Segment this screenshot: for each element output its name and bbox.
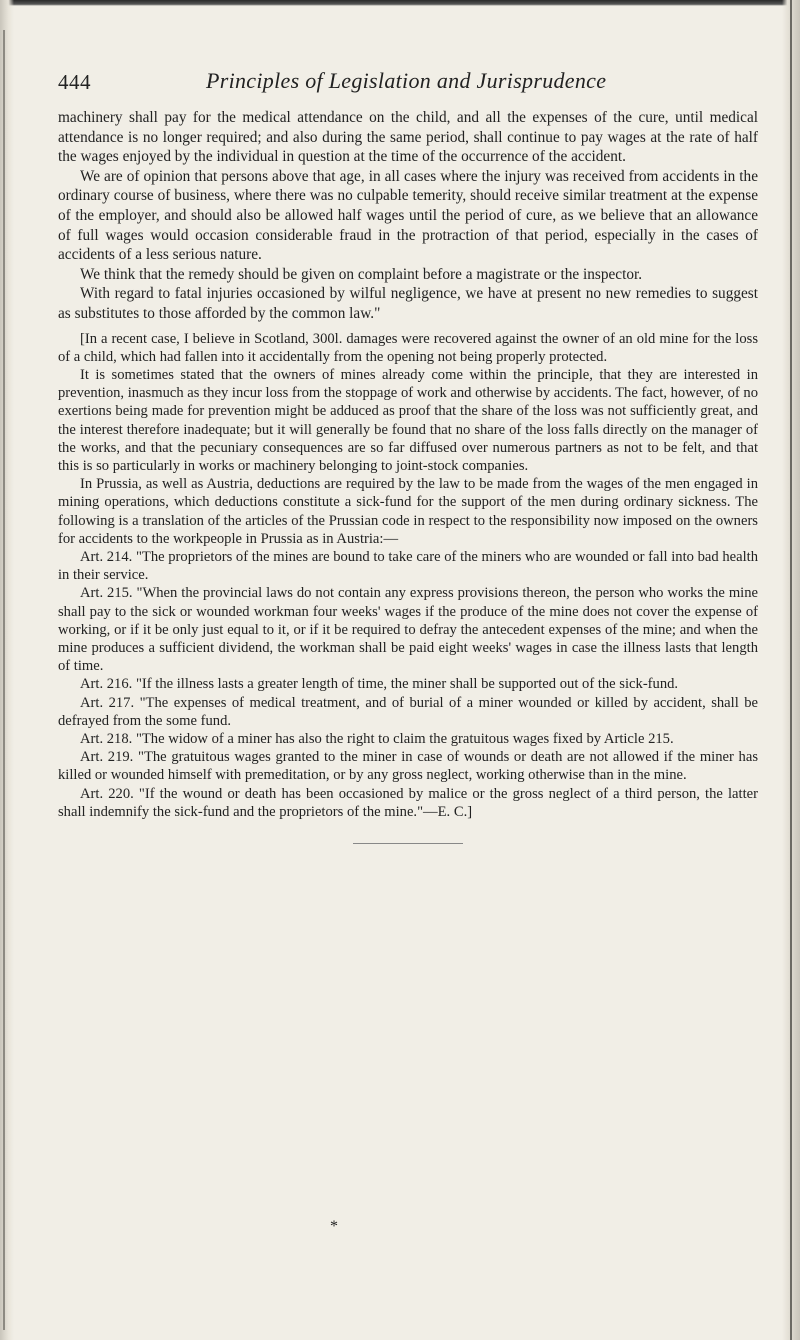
page-left-edge xyxy=(0,0,14,1340)
page-number: 444 xyxy=(58,70,91,94)
paragraph-1: We are of opinion that persons above that age, in all cases where the injury was received from accidents in the ordinary course of business, where there was no culpable temerity, should receive similar treatment at the expense of the employer, and should also be allowed half wages until the period of cure, as we believe that an allowance of full wages would occasion considerable fraud in the protraction of that period, especially in the cases of accidents of a less serious nature. xyxy=(58,167,758,264)
running-title: Principles of Legislation and Jurisprudence xyxy=(206,68,607,93)
article-214: Art. 214. "The proprietors of the mines are bound to take care of the miners who are wounded or fall into bad health in their service. xyxy=(58,548,758,584)
article-216: Art. 216. "If the illness lasts a greater length of time, the miner shall be supported out of the sick-fund. xyxy=(80,676,679,693)
footer-divider xyxy=(353,843,463,844)
article-215: Art. 215. "When the provincial laws do not contain any express provisions thereon, the person who works the mine shall pay to the sick or wounded workman four weeks' wages if the produce of the mine does not cover the expense of working, or if it be only just equal to it, or if it be required to defray the antecedent expenses of the mine; and when the mine produces a sufficient dividend, the workman shall be paid eight weeks' wages in case the illness lasts that length of time. xyxy=(58,585,758,675)
paragraph-3: With regard to fatal injuries occasioned by wilful negligence, we have at present no new remedies to suggest as substitutes to those afforded by the common law." xyxy=(58,285,758,322)
paragraph-4: [In a recent case, I believe in Scotland, 300l. damages were recovered against the owner of an old mine for the loss of a child, which had fallen into it accidentally from the opening not being properly protected. xyxy=(58,330,758,365)
page-top-edge xyxy=(0,0,800,6)
footer-mark: * xyxy=(330,1218,338,1235)
paragraph-5: It is sometimes stated that the owners of mines already come within the principle, that they are interested in prevention, inasmuch as they incur loss from the stoppage of work and otherwise by accidents. The fact, however, of no exertions being made for prevention might be adduced as proof that the share of the loss was not sufficiently great, and the interest therefore inadequate; but it will generally be found that no share of the loss falls directly on the manager of the works, and that the pecuniary consequences are so far diffused over numerous partners as not to be felt, and that this is so particularly in works or machinery belonging to joint-stock companies. xyxy=(58,366,758,474)
page-header xyxy=(58,66,758,106)
article-220: Art. 220. "If the wound or death has been occasioned by malice or the gross neglect of a third person, the latter shall indemnify the sick-fund and the proprietors of the mine."—E. C.] xyxy=(58,785,758,820)
paragraph-2: We think that the remedy should be given on complaint before a magistrate or the inspector. xyxy=(80,265,643,283)
page-right-edge xyxy=(782,0,800,1340)
paragraph-0: machinery shall pay for the medical attendance on the child, and all the expenses of the cure, until medical attendance is no longer required; and also during the same period, shall continue to pay wages at the rate of half the wages enjoyed by the individual in question at the time of the occurrence of the accident. xyxy=(58,109,758,166)
document-page xyxy=(58,66,758,844)
article-218: Art. 218. "The widow of a miner has also the right to claim the gratuitous wages fixed by Article 215. xyxy=(80,731,674,747)
paragraph-6: In Prussia, as well as Austria, deductions are required by the law to be made from the wages of the men engaged in mining operations, which deductions constitute a sick-fund for the support of the men during ordinary sickness. The following is a translation of the articles of the Prussian code in respect to the responsibility now imposed on the owners for accidents to the workpeople in Prussia as in Austria:— xyxy=(58,476,758,547)
article-217: Art. 217. "The expenses of medical treatment, and of burial of a miner wounded or killed by accident, shall be defrayed from the some fund. xyxy=(58,694,758,729)
article-219: Art. 219. "The gratuitous wages granted to the miner in case of wounds or death are not allowed if the miner has killed or wounded himself with premeditation, or by any gross neglect, working otherwise than in the mine. xyxy=(58,749,758,784)
